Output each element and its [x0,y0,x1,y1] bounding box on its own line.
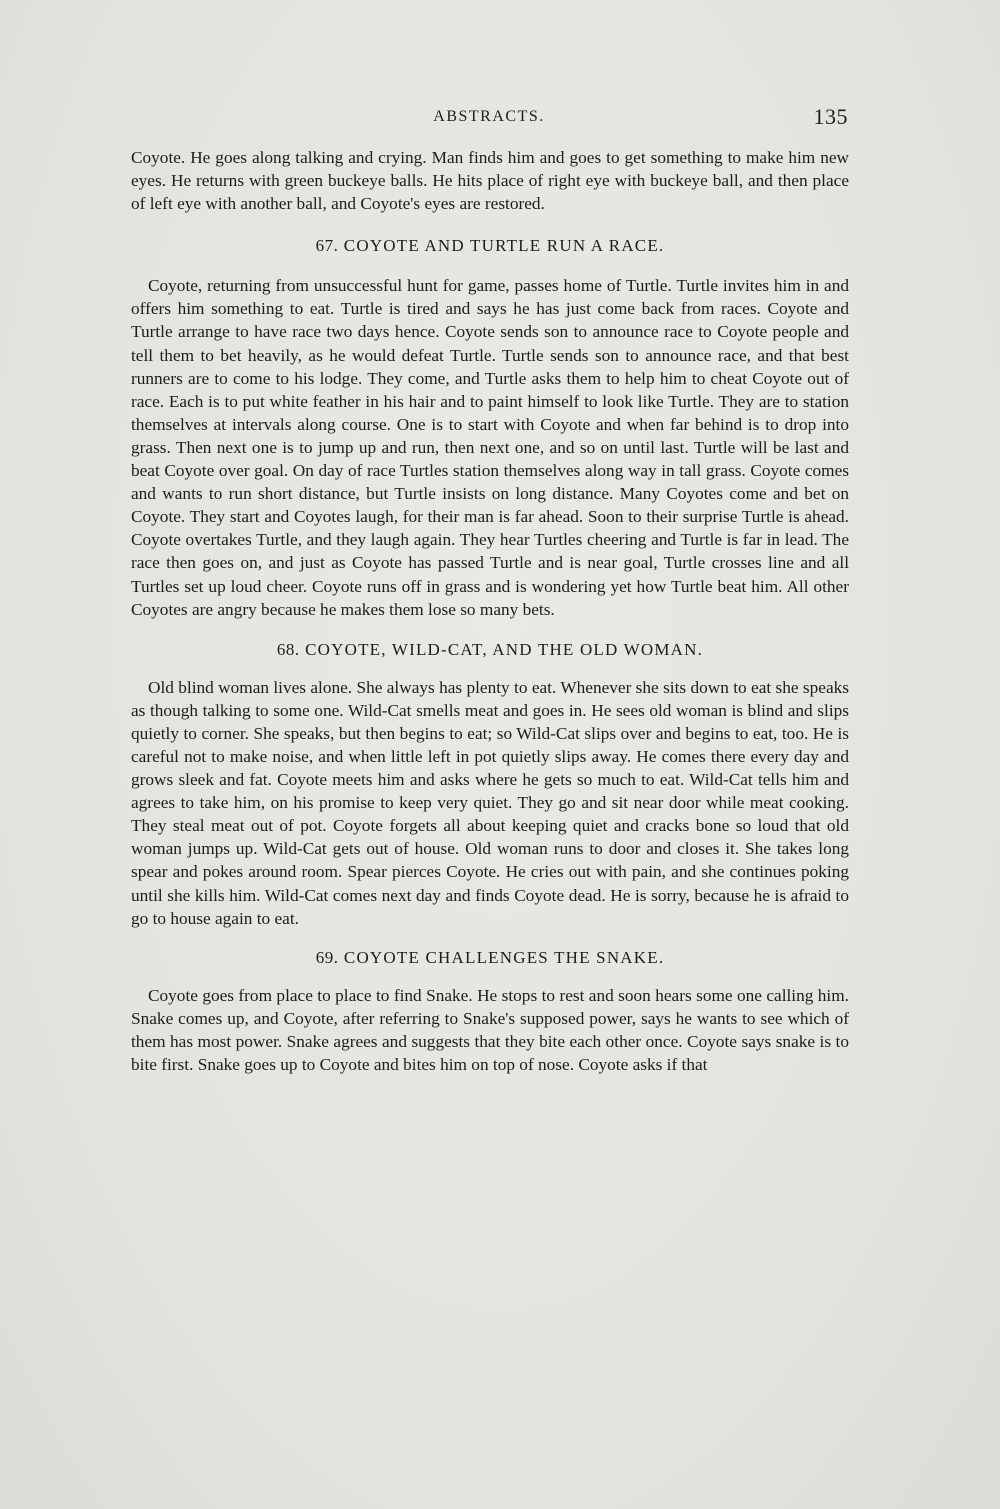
continued-paragraph: Coyote. He goes along talking and crying. Man finds him and goes to get something to make him new eyes. He returns with green buckeye balls. He hits place of right eye with buckeye ball, and then place of left eye with another ball, and Coyote's eyes are restored. [131,148,849,214]
section-title: COYOTE AND TURTLE RUN A RACE. [343,236,665,256]
section-heading-69 [131,946,849,970]
section-number: 67. [315,236,339,256]
page-number: 135 [813,104,848,129]
running-header [130,106,848,132]
running-title: ABSTRACTS. [433,108,545,125]
section-number: 69. [315,947,339,967]
page-body [131,146,849,1076]
section-number: 68. [276,639,300,659]
section-title: COYOTE CHALLENGES THE SNAKE. [343,947,665,967]
section-paragraph-68: Old blind woman lives alone. She always has plenty to eat. Whenever she sits down to eat she speaks as though talking to some one. Wild-Cat smells meat and goes in. He sees old woman is blind and slips quietly to corner. She speaks, but then begins to eat; so Wild-Cat slips over and begins to eat, too. He is careful not to make noise, and when little left in pot quietly slips away. He comes there every day and grows sleek and fat. Coyote meets him and asks where he gets so much to eat. Wild-Cat tells him and agrees to take him, on his promise to keep very quiet. They go and sit near door while meat cooking. They steal meat out of pot. Coyote forgets all about keeping quiet and cracks bone so loud that old woman jumps up. Wild-Cat gets out of house. Old woman runs to door and closes it. She takes long spear and pokes around room. Spear pierces Coyote. He cries out with pain, and she continues poking until she kills him. Wild-Cat comes next day and finds Coyote dead. He is sorry, because he is afraid to go to house again to eat. [131,677,849,928]
section-paragraph-69: Coyote goes from place to place to find Snake. He stops to rest and soon hears some one calling him. Snake comes up, and Coyote, after referring to Snake's supposed power, says he wants to see which of them has most power. Snake agrees and suggests that they bite each other once. Coyote says snake is to bite first. Snake goes up to Coyote and bites him on top of nose. Coyote asks if that [131,985,849,1074]
section-heading-67 [131,234,849,258]
section-heading-68 [131,638,849,662]
section-paragraph-67: Coyote, returning from unsuccessful hunt for game, passes home of Turtle. Turtle invites him in and offers him something to eat. Turtle is tired and says he has just come back from races. Coyote and Turtle arrange to have race two days hence. Coyote sends son to announce race to Coyote people and tell them to bet heavily, as he would defeat Turtle. Turtle sends son to announce race, and that best runners are to come to his lodge. They come, and Turtle asks them to help him to cheat Coyote out of race. Each is to put white feather in his hair and to paint himself to look like Turtle. They are to station themselves at intervals along course. One is to start with Coyote and when far behind is to drop into grass. Then next one is to jump up and run, then next one, and so on until last. Turtle will be last and beat Coyote over goal. On day of race Turtles station themselves along way in tall grass. Coyote comes and wants to run short distance, but Turtle insists on long distance. Many Coyotes come and bet on Coyote. They start and Coyotes laugh, for their man is far ahead. Soon to their surprise Turtle is ahead. Coyote overtakes Turtle, and they laugh again. They hear Turtles cheering and Turtle is far in lead. The race then goes on, and just as Coyote has passed Turtle and is near goal, Turtle crosses line and all Turtles set up loud cheer. Coyote runs off in grass and is wondering yet how Turtle beat him. All other Coyotes are angry because he makes them lose so many bets. [131,276,849,619]
section-title: COYOTE, WILD-CAT, AND THE OLD WOMAN. [305,639,704,659]
